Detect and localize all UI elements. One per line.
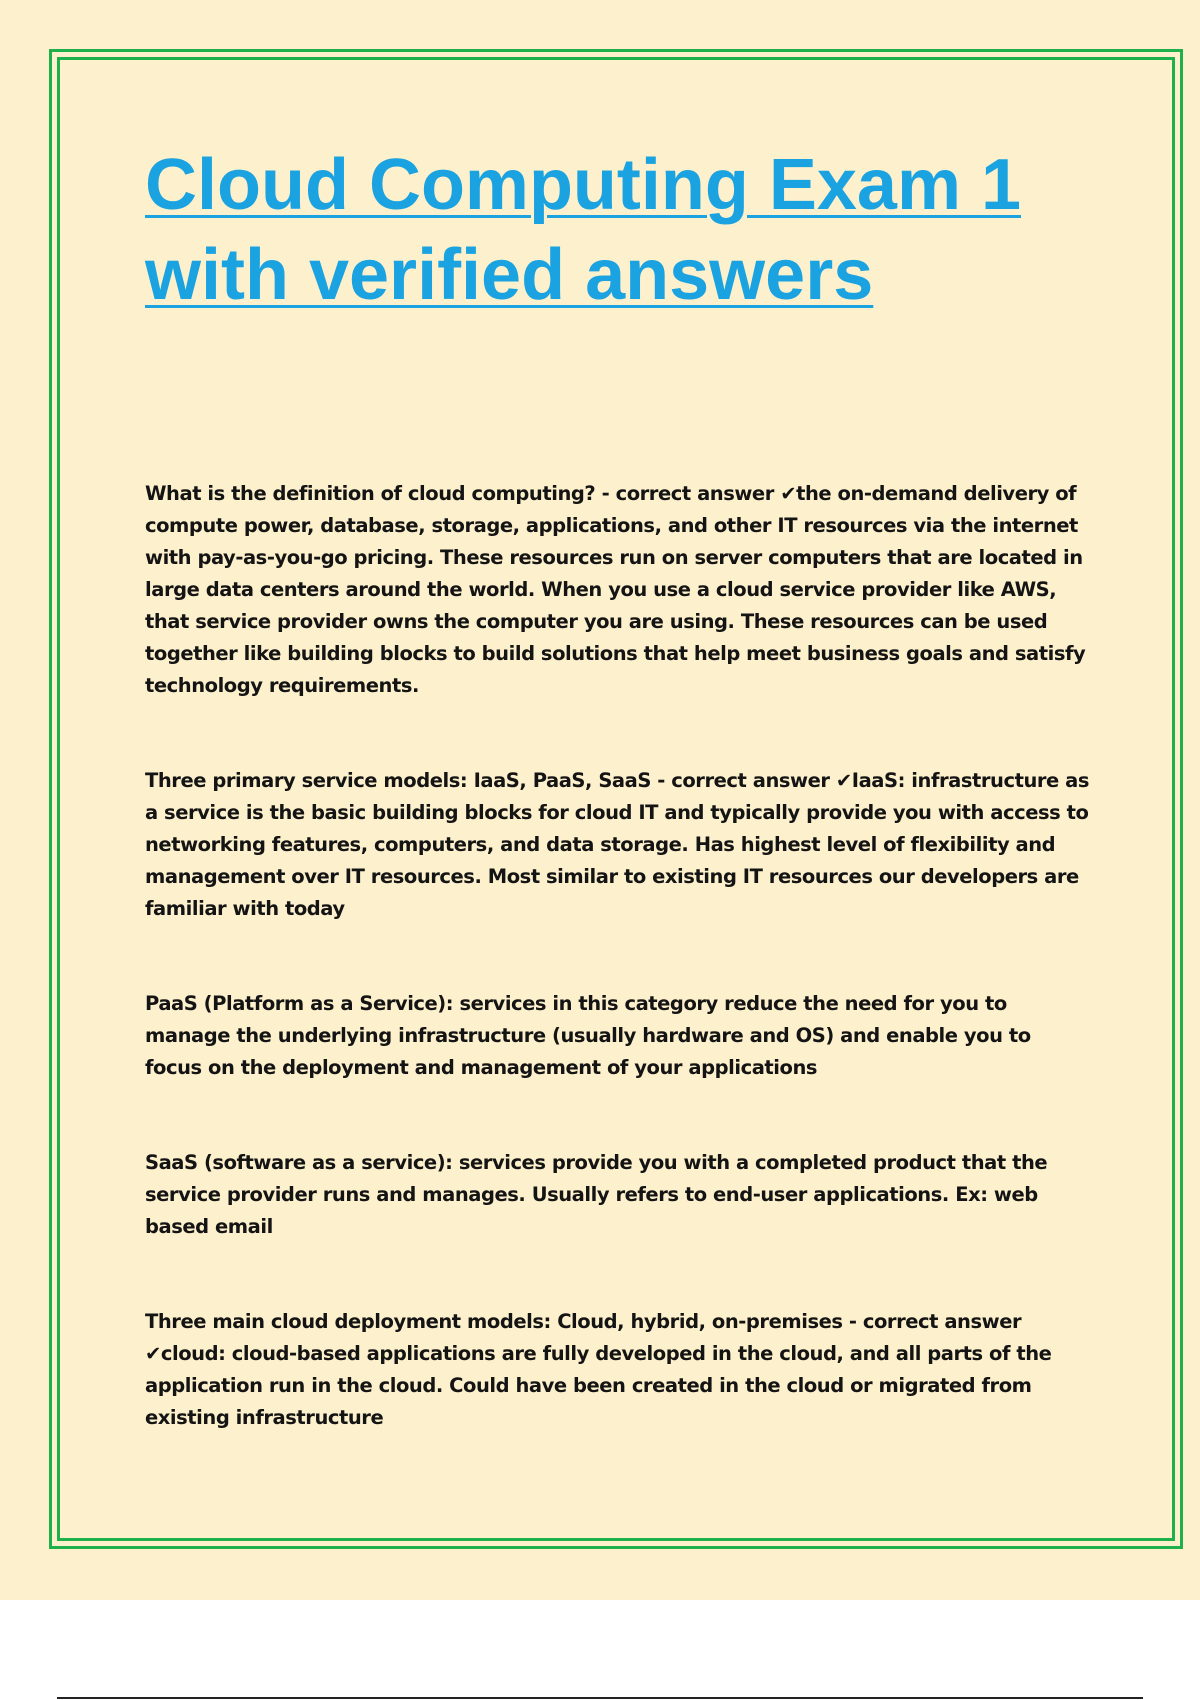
qa-service-models-iaas: Three primary service models: IaaS, PaaS, SaaS - correct answer ✔IaaS: infrastructure as a service is the basic building blocks for cloud IT and typically provide you with access to networking features, computers, and data storage. Has highest level of flexibility and management over IT resources. Most similar to existing IT resources our developers are familiar with today (145, 769, 1090, 920)
qa-definition-cloud-computing: What is the definition of cloud computing? - correct answer ✔the on-demand delivery of compute power, database, storage, applications, and other IT resources via the internet with pay-as-you-go pricing. These resources run on server computers that are located in large data centers around the world. When you use a cloud service provider like AWS, that service provider owns the computer you are using. These resources can be used together like building blocks to build solutions that help meet business goals and satisfy technology requirements. (145, 482, 1086, 697)
document-content (145, 140, 1090, 1497)
title-line-1: Cloud Computing Exam 1 (145, 145, 1022, 225)
document-title (145, 140, 1090, 320)
footer-rule (57, 1697, 1143, 1699)
qa-saas: SaaS (software as a service): services provide you with a completed product that the service provider runs and manages. Usually refers to end-user applications. Ex: web based email (145, 1151, 1048, 1238)
qa-list (145, 478, 1090, 1434)
qa-paas: PaaS (Platform as a Service): services in this category reduce the need for you to manage the underlying infrastructure (usually hardware and OS) and enable you to focus on the deployment and management of your applications (145, 992, 1031, 1079)
title-line-2: with verified answers (145, 235, 874, 315)
qa-deployment-models: Three main cloud deployment models: Cloud, hybrid, on-premises - correct answer ✔cloud: cloud-based applications are fully developed in the cloud, and all parts of the application run in the cloud. Could have been created in the cloud or migrated from existing infrastructure (145, 1310, 1052, 1429)
